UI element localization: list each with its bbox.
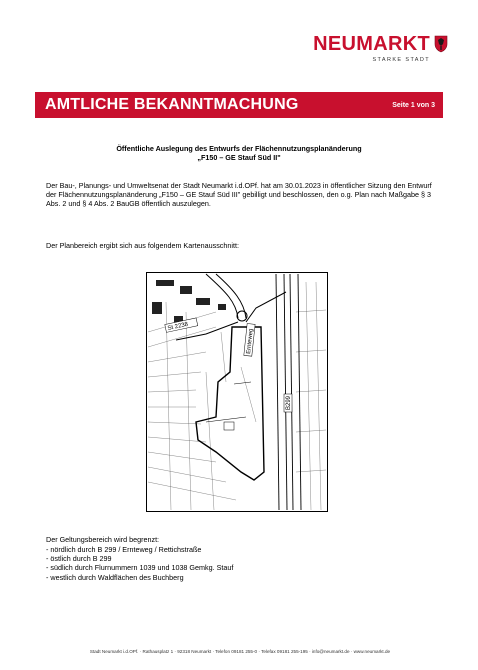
footer-contact: Stadt Neumarkt i.d.OPf. · Rathausplatz 1 · 92318 Neumarkt · Telefon 09181 255-0 · Telefax 09181 255-195 · info@neumarkt.de · www.neumarkt.de (89, 649, 391, 654)
announcement-banner (35, 92, 443, 118)
map-label-ernteweg: Ernteweg (246, 328, 255, 355)
subject-line-1: Öffentliche Auslegung des Entwurfs der Flächennutzungsplanänderung (116, 144, 362, 153)
logo-tagline: STARKE STADT (372, 57, 430, 63)
map-intro-paragraph: Der Planbereich ergibt sich aus folgendem Kartenausschnitt: (46, 241, 239, 250)
boundary-east: - östlich durch B 299 (46, 553, 112, 563)
boundary-west: - westlich durch Waldflächen des Buchberg (46, 572, 184, 582)
city-logo (313, 34, 448, 63)
decision-paragraph: Der Bau-, Planungs- und Umweltsenat der Stadt Neumarkt i.d.OPf. hat am 30.01.2023 in öffentlicher Sitzung den Entwurf der Flächennutzungsplanänderung „F150 – GE Stauf Süd III" gebilligt und beschlossen, den o.g. Plan nach Maßgabe § 3 Abs. 2 und § 4 Abs. 2 BauGB öffentlich auszulegen. (46, 181, 432, 209)
logo-wordmark: NEUMARKT (313, 33, 430, 55)
page-indicator: Seite 1 von 3 (392, 101, 435, 109)
plan-area-map (146, 272, 328, 512)
boundaries-intro: Der Geltungsbereich wird begrenzt: (46, 535, 160, 544)
banner-title: AMTLICHE BEKANNTMACHUNG (45, 96, 299, 113)
subject-line-2: „F150 – GE Stauf Süd II" (197, 153, 281, 162)
boundary-south: - südlich durch Flurnummern 1039 und 1038 Gemkg. Stauf (46, 563, 234, 573)
boundary-north: - nördlich durch B 299 / Ernteweg / Rettichstraße (46, 544, 202, 554)
coat-of-arms-icon (434, 35, 448, 53)
map-label-b299: B299 (286, 395, 292, 410)
map-label-st2238: St 2238 (167, 321, 189, 332)
boundaries-list (46, 545, 233, 583)
